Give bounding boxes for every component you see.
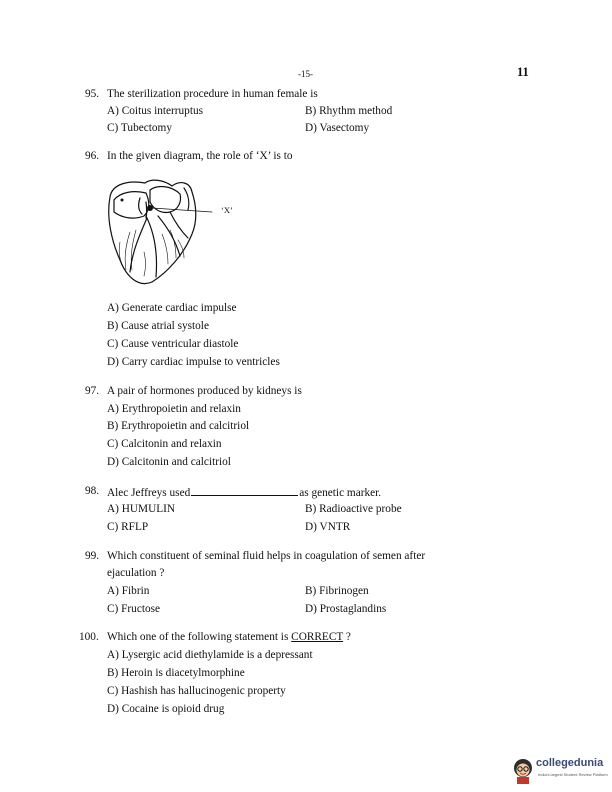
option-b: B) Heroin is diacetylmorphine bbox=[107, 667, 245, 679]
question-number: 96. bbox=[85, 150, 100, 162]
option-d: D) VNTR bbox=[305, 521, 351, 533]
question-text-after: ? bbox=[345, 631, 351, 643]
question-text-before: Which one of the following statement is bbox=[107, 631, 289, 643]
option-c: C) RFLP bbox=[107, 521, 149, 533]
option-d: D) Calcitonin and calcitriol bbox=[107, 456, 231, 468]
option-d: D) Prostaglandins bbox=[305, 603, 387, 615]
option-a: A) Coitus interruptus bbox=[107, 105, 204, 117]
question-text: Which constituent of seminal fluid helps in coagulation of semen after bbox=[107, 550, 426, 562]
option-c: C) Calcitonin and relaxin bbox=[107, 438, 222, 450]
question-number: 98. bbox=[85, 485, 100, 497]
question-text: In the given diagram, the role of ‘X’ is to bbox=[107, 150, 293, 162]
option-c: C) Fructose bbox=[107, 603, 161, 615]
option-d: D) Carry cardiac impulse to ventricles bbox=[107, 356, 280, 368]
fill-in-blank bbox=[191, 485, 298, 496]
option-b: B) Erythropoietin and calcitriol bbox=[107, 420, 250, 432]
option-c: C) Cause ventricular diastole bbox=[107, 338, 239, 350]
question-number: 100. bbox=[79, 631, 99, 643]
question-emphasis: CORRECT bbox=[291, 631, 344, 643]
brand-tagline: India's largest Student Review Platform bbox=[538, 772, 608, 777]
heart-diagram bbox=[100, 172, 250, 297]
option-d: D) Cocaine is opioid drug bbox=[107, 703, 225, 715]
question-text bbox=[107, 485, 381, 499]
option-b: B) Radioactive probe bbox=[305, 503, 402, 515]
page-number: 11 bbox=[517, 65, 529, 79]
option-a: A) Fibrin bbox=[107, 585, 150, 597]
option-c: C) Tubectomy bbox=[107, 122, 172, 134]
figure-label-x: ‘X’ bbox=[221, 205, 233, 215]
question-number: 97. bbox=[85, 385, 100, 397]
question-text-after: as genetic marker. bbox=[299, 487, 382, 499]
page-label: -15- bbox=[298, 69, 313, 79]
option-c: C) Hashish has hallucinogenic property bbox=[107, 685, 286, 697]
option-a: A) Generate cardiac impulse bbox=[107, 302, 237, 314]
question-text bbox=[107, 631, 351, 643]
question-number: 95. bbox=[85, 88, 100, 100]
question-text-line2: ejaculation ? bbox=[107, 567, 165, 579]
mascot-icon bbox=[511, 757, 535, 785]
option-a: A) Erythropoietin and relaxin bbox=[107, 403, 241, 415]
option-a: A) HUMULIN bbox=[107, 503, 176, 515]
question-text: A pair of hormones produced by kidneys is bbox=[107, 385, 302, 397]
option-b: B) Cause atrial systole bbox=[107, 320, 209, 332]
option-b: B) Fibrinogen bbox=[305, 585, 369, 597]
question-text-before: Alec Jeffreys used bbox=[107, 487, 191, 499]
option-a: A) Lysergic acid diethylamide is a depressant bbox=[107, 649, 313, 661]
option-d: D) Vasectomy bbox=[305, 122, 370, 134]
option-b: B) Rhythm method bbox=[305, 105, 393, 117]
brand-name: collegedunia bbox=[536, 757, 604, 769]
question-text: The sterilization procedure in human female is bbox=[107, 88, 318, 100]
question-number: 99. bbox=[85, 550, 100, 562]
collegedunia-logo bbox=[511, 755, 612, 787]
